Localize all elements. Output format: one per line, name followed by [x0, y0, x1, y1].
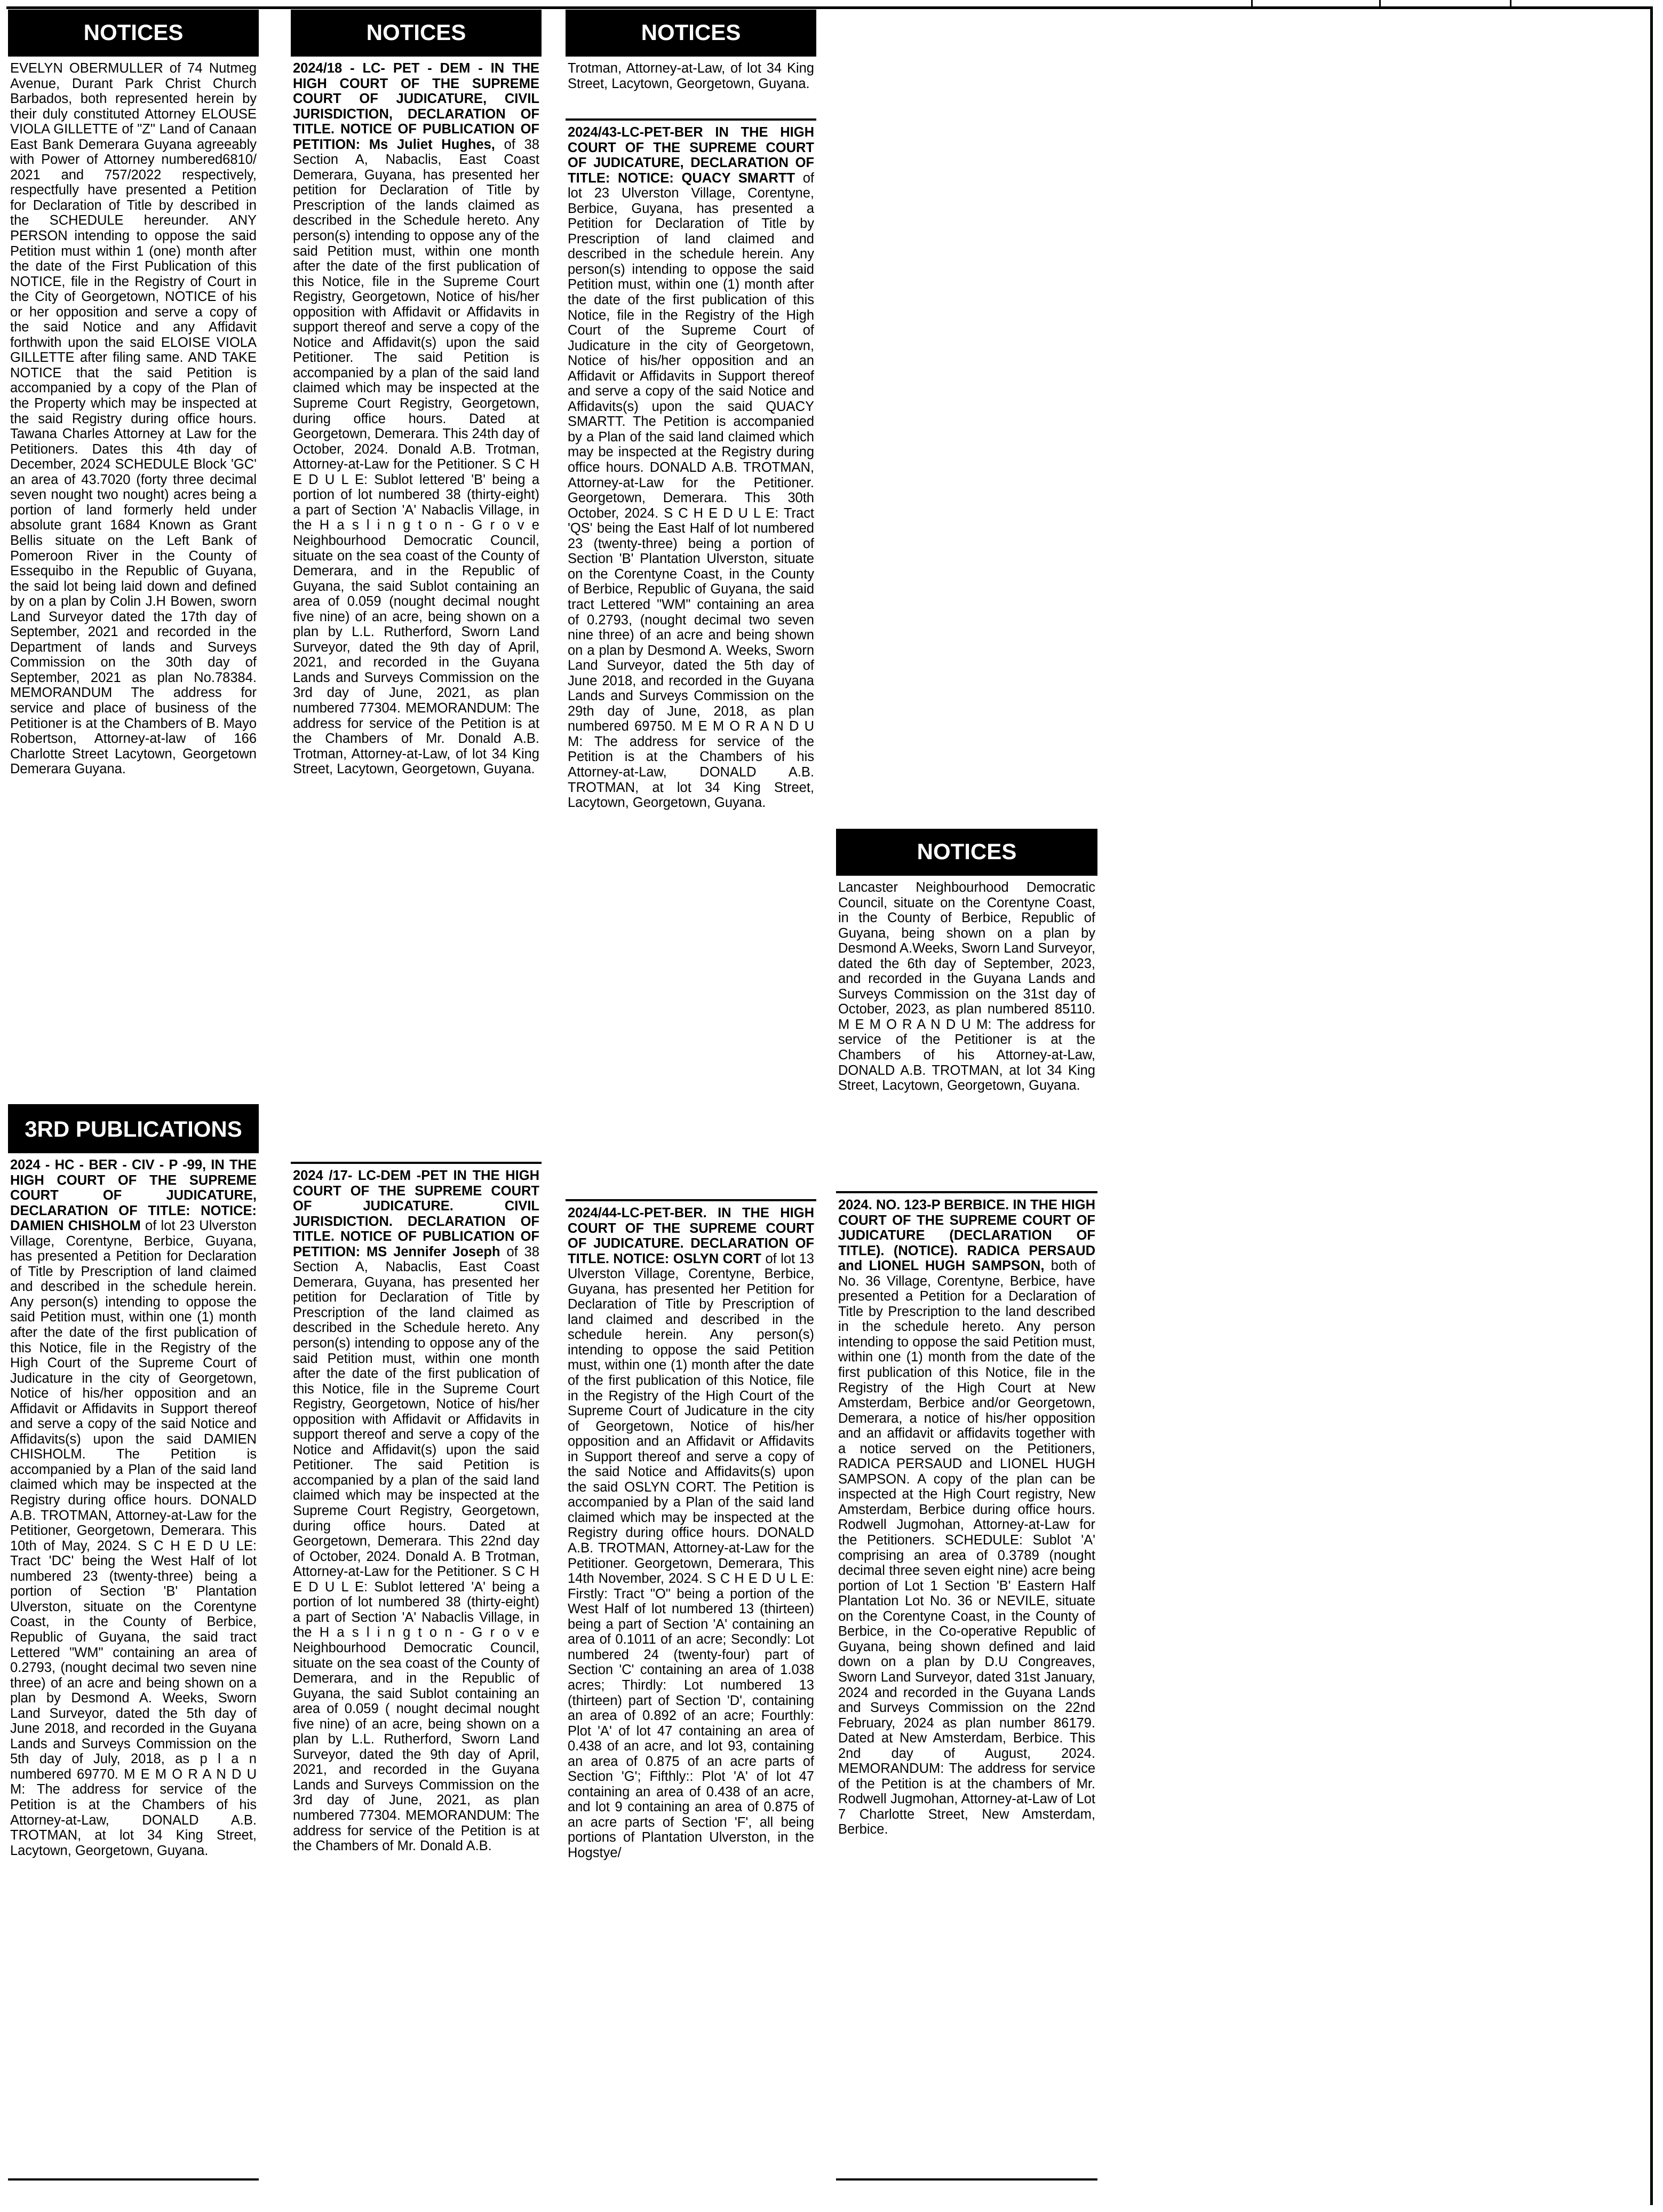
notice-smartt [566, 121, 816, 1201]
header-divider [1379, 0, 1381, 7]
section-header-notices: NOTICES [836, 829, 1097, 876]
section-header-notices: NOTICES [291, 10, 542, 57]
notice-continued [566, 57, 816, 121]
column-3 [566, 10, 816, 2206]
notice-text: EVELYN OBERMULLER of 74 Nutmeg Avenue, Durant Park Christ Church Barbados, both represented herein by their duly constituted Attorney ELOUSE VIOLA GILLETTE of "Z" Land of Canaan East Bank Demerara Guyana agreeably with Power of Attorney numbered6810/ 2021 and 757/2022 respectively, respectfully have presented a Petition for Declaration of Title by described in the SCHEDULE hereunder. ANY PERSON intending to oppose the said Petition must within 1 (one) month after the date of the First Publication of this NOTICE, file in the Registry of Court in the City of Georgetown, NOTICE of his or her opposition and serve a copy of the said Notice and any Affidavit forthwith upon the said ELOISE VIOLA GILLETTE after filing same. AND TAKE NOTICE that the said Petition is accompanied by a copy of the Plan of the Property which may be inspected at the said Registry during office hours. Tawana Charles Attorney at Law for the Petitioners. Dates this 4th day of December, 2024 SCHEDULE Block 'GC' an area of 43.7020 (forty three decimal seven nought two nought) acres being a portion of land formerly held under absolute grant 1684 Known as Grant Bellis situate on the Left Bank of Pomeroon River in the County of Essequibo in the Republic of Guyana, the said lot being laid down and defined by on a plan by Colin J.H Bowen, sworn Land Surveyor dated the 17th day of September, 2021 and recorded in the Department of lands and Surveys Commission on the 30th day of September, 2021 as plan No.78384. MEMORANDUM The address for service and place of business of the Petitioner is at the Chambers of B. Mayo Robertson, Attorney-at-law of 166 Charlotte Street Lacytown, Georgetown Demerara Guyana. [10, 61, 257, 777]
header-divider [1251, 0, 1253, 7]
notice-cort [566, 1201, 816, 2194]
notice-text: Trotman, Attorney-at-Law, of lot 34 King Street, Lacytown, Georgetown, Guyana. [568, 61, 814, 91]
notice-hughes [291, 57, 542, 1164]
notice-text: of lot 23 Ulverston Village, Corentyne, Berbice, Guyana, has presented a Petition for Declaration of Title by Prescription of land claimed and described in the schedule herein. Any person(s) intending to oppose the said Petition must, within one (1) month after the date of the first publication of this Notice, file in the Registry of the High Court of the Supreme Court of Judicature in the city of Georgetown, Notice of his/her opposition and an Affidavit or Affidavits in Support thereof and serve a copy of the said Notice and Affidavits(s) upon the said DAMIEN CHISHOLM. The Petition is accompanied by a Plan of the said land claimed which may be inspected at the Registry during office hours. DONALD A.B. TROTMAN, Attorney-at-Law for the Petitioner, Georgetown, Demerara. This 10th of May, 2024. S C H E D U LE: Tract 'DC' being the West Half of lot numbered 23 (twenty-three) being a portion of Section 'B' Plantation Ulverston, situate on the Corentyne Coast, in the County of Berbice, Republic of Guyana, the said tract Lettered "WM" containing an area of 0.2793, (nought decimal two seven nine three) of an acre and being shown on a plan by Desmond A. Weeks, Sworn Land Surveyor, dated the 5th day of June 2018, and recorded in the Guyana Lands and Surveys Commission on the 5th day of July, 2018, as p l a n numbered 69770. M E M O R A N D U M: The address for service of the Petition is at the Chambers of his Attorney-at-Law, DONALD A.B. TROTMAN, at lot 34 King Street, Lacytown, Georgetown, Guyana. [10, 1218, 257, 1858]
notice-text: Lancaster Neighbourhood Democratic Council, situate on the Corentyne Coast, in the County of Berbice, Republic of Guyana, being shown on a plan by Desmond A.Weeks, Sworn Land Surveyor, dated the 6th day of September, 2023, and recorded in the Guyana Lands and Surveys Commission on the 31st day of October, 2023, as plan numbered 85110. M E M O R A N D U M: The address for service of the Petitioner is at the Chambers of his Attorney-at-Law, DONALD A.B. TROTMAN, at lot 34 King Street, Lacytown, Georgetown, Guyana. [838, 880, 1095, 1093]
column-1 [8, 10, 259, 2206]
notice-heading: 2024 /17- LC-DEM -PET IN THE HIGH COURT OF THE SUPREME COURT OF JUDICATURE. CIVIL JURISDICTION. DECLARATION OF TITLE. NOTICE OF PUBLICATION OF PETITION: MS Jennifer Joseph [293, 1168, 539, 1259]
column-4 [836, 829, 1097, 2195]
notice-chisholm [8, 1153, 259, 2181]
notice-text: of 38 Section A, Nabaclis, East Coast Demerara, Guyana, has presented her petition for Declaration of Title by Prescription of the land claimed as described in the Schedule hereto. Any person(s) intending to oppose any of the said Petition must, within one month after the date of the first publication of this Notice, file in the Supreme Court Registry, Georgetown, Notice of his/her opposition with Affidavit or Affidavits in support thereof and serve a copy of the Notice and Affidavit(s) upon the said Petitioner. The said Petition is accompanied by a plan of the said land claimed which may be inspected at the Supreme Court Registry, Georgetown, during office hours. Dated at Georgetown, Demerara. This 22nd day of October, 2024. Donald A. B Trotman, Attorney-at-Law for the Petitioner. S C H E D U L E: Sublot lettered 'A' being a portion of lot numbered 38 (thirty-eight) a part of Section 'A' Nabaclis Village, in the H a s l i n g t o n - G r o v e Neighbourhood Democratic Council, situate on the sea coast of the County of Demerara, and in the Republic of Guyana, the said Sublot containing an area of 0.059 ( nought decimal nought five nine) of an acre, being shown on a plan by L.L. Rutherford, Sworn Land Surveyor, dated the 9th day of April, 2021, and recorded in the Guyana Lands and Surveys Commission on the 3rd day of June, 2021, as plan numbered 77304. MEMORANDUM: The address for service of the Petition is at the Chambers of Mr. Donald A.B. [293, 1244, 539, 1854]
section-header-3rd-publications: 3RD PUBLICATIONS [8, 1106, 259, 1153]
notice-heading: 2024/18 - LC- PET - DEM - IN THE HIGH COURT OF THE SUPREME COURT OF JUDICATURE, CIVIL JURISDICTION, DECLARATION OF TITLE. NOTICE OF PUBLICATION OF PETITION: Ms Juliet Hughes, [293, 61, 539, 152]
notice-text: of 38 Section A, Nabaclis, East Coast Demerara, Guyana, has presented her petition for Declaration of Title by Prescription of the lands claimed as described in the Schedule hereto. Any person(s) intending to oppose any of the said Petition must, within one month after the date of the first publication of this Notice, file in the Supreme Court Registry, Georgetown, Notice of his/her opposition with Affidavit or Affidavits in support thereof and serve a copy of the Notice and Affidavit(s) upon the said Petitioner. The said Petition is accompanied by a plan of the said land claimed which may be inspected at the Supreme Court Registry, Georgetown, during office hours. Dated at Georgetown, Demerara. This 24th day of October, 2024. Donald A.B. Trotman, Attorney-at-Law for the Petitioner. S C H E D U L E: Sublot lettered 'B' being a portion of lot numbered 38 (thirty-eight) a part of Section 'A' Nabaclis Village, in the H a s l i n g t o n - G r o v e Neighbourhood Democratic Council, situate on the sea coast of the County of Demerara, and in the Republic of Guyana, the said Sublot containing an area of 0.059 (nought decimal nought five nine) of an acre, being shown on a plan by L.L. Rutherford, Sworn Land Surveyor, dated the 9th day of April, 2021, and recorded in the Guyana Lands and Surveys Commission on the 3rd day of June, 2021, as plan numbered 77304. MEMORANDUM: The address for service of the Petition is at the Chambers of Mr. Donald A.B. Trotman, Attorney-at-Law, of lot 34 King Street, Lacytown, Georgetown, Guyana. [293, 137, 539, 777]
notice-obermuller [8, 57, 259, 1106]
notice-lancaster [836, 876, 1097, 1193]
column-2 [291, 10, 542, 2206]
notice-persaud-sampson [836, 1193, 1097, 2181]
notice-text: both of No. 36 Village, Corentyne, Berbice, have presented a Petition for a Declaration of Title by Prescription to the land described in the schedule hereto. Any person intending to oppose the said Petition must, within one (1) month from the date of the first publication of this Notice, file in the Registry of the High Court at New Amsterdam, Berbice and/or Georgetown, Demerara, a notice of his/her opposition and an affidavit or affidavits together with a notice served on the Petitioners, RADICA PERSAUD and LIONEL HUGH SAMPSON. A copy of the plan can be inspected at the High Court registry, New Amsterdam, Berbice during office hours. Rodwell Jugmohan, Attorney-at-Law for the Petitioners. SCHEDULE: Sublot 'A' comprising an area of 0.3789 (nought decimal three seven eight nine) acre being portion of Lot 1 Section 'B' Eastern Half Plantation Lot No. 36 or NEVILE, situate on the Corentyne Coast, in the County of Berbice, in the Co-operative Republic of Guyana, being shown defined and laid down on a plan by D.U Congreaves, Sworn Land Surveyor, dated 31st January, 2024 and recorded in the Guyana Lands and Surveys Commission on the 22nd February, 2024 as plan number 86179. Dated at New Amsterdam, Berbice. This 2nd day of August, 2024. MEMORANDUM: The address for service of the Petition is at the chambers of Mr. Rodwell Jugmohan, Attorney-at-Law of Lot 7 Charlotte Street, New Amsterdam, Berbice. [838, 1258, 1095, 1837]
notice-heading: 2024. NO. 123-P BERBICE. IN THE HIGH COURT OF THE SUPREME COURT OF JUDICATURE (DECLARATION OF TITLE). (NOTICE). RADICA PERSAUD and LIONEL HUGH SAMPSON, [838, 1198, 1095, 1274]
header-divider [1510, 0, 1511, 7]
section-header-notices: NOTICES [566, 10, 816, 57]
section-header-notices: NOTICES [8, 10, 259, 57]
notice-heading: 2024/43-LC-PET-BER IN THE HIGH COURT OF THE SUPREME COURT OF JUDICATURE, DECLARATION OF TITLE: NOTICE: QUACY SMARTT [568, 125, 814, 186]
notice-text: of lot 13 Ulverston Village, Corentyne, Berbice, Guyana, has presented her Petition for Declaration of Title by Prescription of land claimed and described in the schedule herein. Any person(s) intending to oppose the said Petition must, within one (1) month after the date of the first publication of this Notice, file in the Registry of the High Court of the Supreme Court of Judicature in the city of Georgetown, Notice of his/her opposition and an Affidavit or Affidavits in Support thereof and serve a copy of the said Notice and Affidavits(s) upon the said OSLYN CORT. The Petition is accompanied by a Plan of the said land claimed which may be inspected at the Registry during office hours. DONALD A.B. TROTMAN, Attorney-at-Law for the Petitioner. Georgetown, Demerara, This 14th November, 2024. S C H E D U L E: Firstly: Tract "O" being a portion of the West Half of lot numbered 13 (thirteen) being a part of Section 'A' containing an area of 0.1011 of an acre; Secondly: Lot numbered 24 (twenty-four) part of Section 'C' containing an area of 1.038 acres; Thirdly: Lot numbered 13 (thirteen) part of Section 'D', containing an area of 0.892 of an acre; Fourthly: Plot 'A' of lot 47 containing an area of 0.438 of an acre, and lot 93, containing an area of 0.875 of an acre parts of Section 'G'; Fifthly:: Plot 'A' of lot 47 containing an area of 0.438 of an acre, and lot 9 containing an area of 0.875 of an acre parts of Section 'F', all being portions of Plantation Ulverston, in the Hogstye/ [568, 1251, 814, 1860]
notice-joseph [291, 1164, 542, 2202]
notice-heading: 2024/44-LC-PET-BER. IN THE HIGH COURT OF THE SUPREME COURT OF JUDICATURE. DECLARATION OF TITLE. NOTICE: OSLYN CORT [568, 1206, 814, 1266]
notice-text: of lot 23 Ulverston Village, Corentyne, Berbice, Guyana, has presented a Petition for Declaration of Title by Prescription of land claimed and described in the schedule herein. Any person(s) intending to oppose the said Petition must, within one (1) month after the date of the first publication of this Notice, file in the Registry of the High Court of the Supreme Court of Judicature in the city of Georgetown, Notice of his/her opposition and an Affidavit or Affidavits in Support thereof and serve a copy of the said Notice and Affidavits(s) upon the said QUACY SMARTT. The Petition is accompanied by a Plan of the said land claimed which may be inspected at the Registry during office hours. DONALD A.B. TROTMAN, Attorney-at-Law for the Petitioner. Georgetown, Demerara. This 30th October, 2024. S C H E D U L E: Tract 'QS' being the East Half of lot numbered 23 (twenty-three) being a portion of Section 'B' Plantation Ulverston, situate on the Corentyne Coast, in the County of Berbice, Republic of Guyana, the said tract Lettered "WM" containing an area of 0.2793, (nought decimal two seven nine three) of an acre and being shown on a plan by Desmond A. Weeks, Sworn Land Surveyor, dated the 5th day of June 2018, and recorded in the Guyana Lands and Surveys Commission on the 29th day of June, 2018, as plan numbered 69750. M E M O R A N D U M: The address for service of the Petition is at the Chambers of his Attorney-at-Law, DONALD A.B. TROTMAN, at lot 34 King Street, Lacytown, Georgetown, Guyana. [568, 170, 814, 811]
notice-heading: 2024 - HC - BER - CIV - P -99, IN THE HIGH COURT OF THE SUPREME COURT OF JUDICATURE, DECLARATION OF TITLE: NOTICE: DAMIEN CHISHOLM [10, 1157, 257, 1234]
